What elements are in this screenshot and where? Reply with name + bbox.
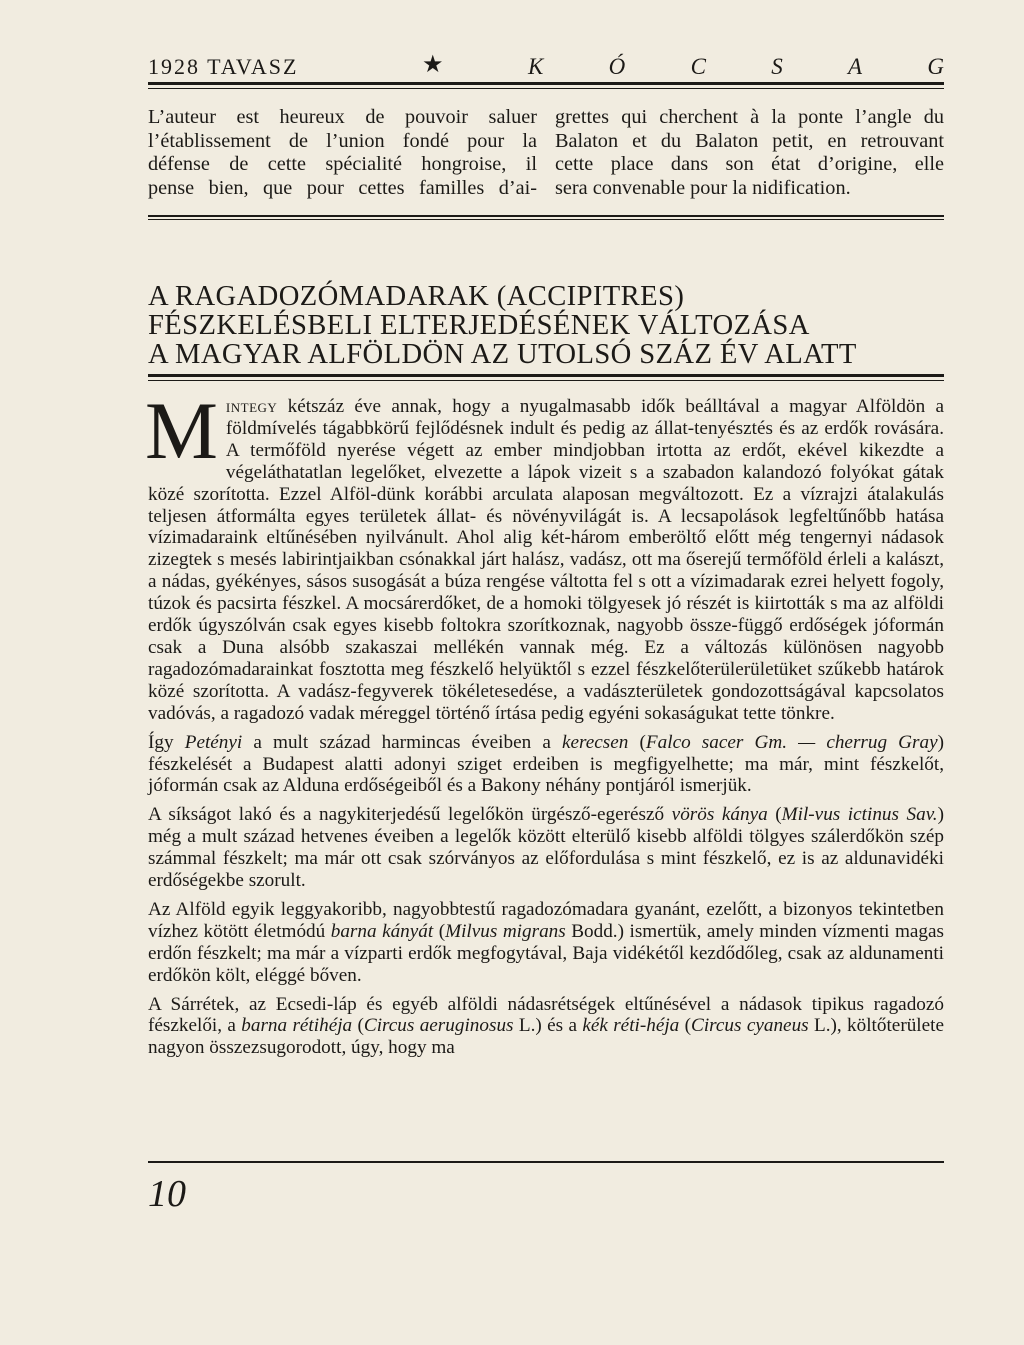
- italic-name: Falco sacer Gm. — cherrug Gray: [645, 731, 938, 753]
- text-run: Bodd.) ismertük, amely minden vízmenti magas erdőn fészkelt; ma már a vízparti erdők megfogytával, Baja vidékétől kezdődőleg, csak az aldunamenti erdőkön költ, eléggé bőven.: [148, 920, 944, 986]
- text-line: grettes qui cherchent à la ponte l’angle du: [555, 106, 944, 128]
- paragraph: [148, 732, 944, 798]
- title-letter: Ó: [608, 54, 626, 79]
- text-run: a mult század harmincas éveiben a: [242, 731, 562, 753]
- text-line: cette place dans son état d’origine, elle: [555, 153, 944, 175]
- section-divider: [148, 215, 944, 217]
- text-line: Balaton et du Balaton petit, en retrouvant: [555, 129, 944, 152]
- text-run: (: [767, 804, 782, 826]
- title-letter: K: [528, 54, 544, 79]
- text-run: (: [433, 920, 446, 942]
- running-header: [148, 50, 944, 86]
- text-line: sera convenable pour la nidification.: [555, 176, 851, 199]
- french-summary: [148, 106, 944, 200]
- title-letter: G: [927, 54, 944, 79]
- italic-name: vörös kánya: [671, 804, 768, 826]
- paragraph: [148, 804, 944, 892]
- text-line: pense bien, que pour cettes familles d’ai-: [148, 176, 537, 199]
- title-rule: [148, 374, 944, 377]
- text-run: (: [628, 731, 646, 753]
- title-line: A MAGYAR ALFÖLDÖN AZ UTOLSÓ SZÁZ ÉV ALATT: [148, 339, 857, 370]
- paragraph-text: kétszáz éve annak, hogy a nyugalmasabb idők beálltával a magyar Alföldön a földmívelés tágabbkörű fejlődésnek indult és pedig az állat-tenyésztés és az erdők rovására. A termőföld nyerése végett az ember mindjobban irtotta az erdőt, ekével kikezdte a végeláthatatlan legelőket, elvezette a lápok vizeit s a szabadon kalandozó folyókat gátak közé szorította. Ezzel Alföl-dünk korábbi arculata alaposan megváltozott. Ez a vízrajzi átalakulás teljesen átformálta egyes területek állat- és növényvilágát is. A lecsapolások legfeltűnőbb hatása vízimadaraink eltűnésében nyilvánult. Ahol alig két-három emberöltő előtt még tengernyi nádasok zizegtek s mesés labirintjaikban csónakkal járt halász, vadász, ott ma őserejű termőföld érleli a kalászt, a nádas, gyékényes, sásos susogását a búza rengése váltotta fel s ott a vízimadarak ezrei helyett fogoly, túzok és pacsirta fészkel. A mocsárerdőket, de a homoki tölgyesek jó részét is kiirtották s ma az alföldi erdők úgyszólván csak egyes kisebb foltokra szorítkoznak, nagyobb össze-függő erdőségek jóformán csak a Duna alsóbb szakaszai mellékén vannak még. Ez a változás különösen nagyobb ragadozómadarainkat fosztotta meg fészkelő helyüktől s ezzel fészkelőterülerületüket szűkebb határok közé szorította. A vadász-fegyverek tökéletesedése, a vadászterületek gondozottságával kapcsolatos vadóvás, a ragadozó vadak méreggel történő írtása pedig egyéni sokaságukat tette tönkre.: [148, 396, 944, 724]
- title-line: A RAGADOZÓMADARAK (ACCIPITRES): [148, 281, 685, 312]
- italic-name: Petényi: [184, 731, 243, 753]
- paragraph: [145, 385, 944, 725]
- drop-cap: M: [145, 385, 218, 476]
- text-run: A síkságot lakó és a nagykiterjedésű legelőkön ürgésző-egerésző: [148, 804, 672, 826]
- italic-name: kék réti-héja: [582, 1015, 680, 1037]
- footer-rule: [148, 1161, 944, 1163]
- article-title: [148, 282, 944, 369]
- italic-name: Mil-vus ictinus Sav.: [781, 804, 938, 826]
- smallcaps-lead: integy: [225, 396, 278, 417]
- italic-name: barna kányát: [330, 920, 434, 942]
- header-rule: [148, 82, 944, 89]
- title-letter: C: [690, 54, 706, 79]
- text-run: L.), költőterülete nagyon összezsugorodott, úgy, hogy ma: [148, 1015, 945, 1059]
- paragraph: [148, 899, 944, 987]
- text-run: A Sárrétek, az Ecsedi-láp és egyéb alföldi nádasrétségek eltűnésével a nádasok tipikus ragadozó fészkelői, a: [148, 993, 944, 1037]
- summary-column-right: [555, 106, 944, 200]
- star-icon: ★: [422, 52, 444, 78]
- issue-label: 1928 TAVASZ: [148, 54, 299, 79]
- text-line: L’auteur est heureux de pouvoir saluer: [148, 106, 537, 128]
- italic-name: kerecsen: [561, 731, 629, 753]
- title-letter: A: [848, 54, 863, 79]
- article-body: [145, 385, 945, 1066]
- italic-name: Milvus migrans: [445, 920, 566, 942]
- text-run: Így: [148, 731, 185, 753]
- italic-name: barna rétihéja: [241, 1015, 353, 1037]
- text-line: défense de cette spécialité hongroise, il: [148, 153, 537, 175]
- summary-column-left: [148, 106, 537, 200]
- text-run: Az Alföld egyik leggyakoribb, nagyobbtestű ragadozómadara gyanánt, ezelőtt, a bizonyos tekintetben vízhez kötött életmódú: [148, 898, 944, 942]
- text-run: L.) és a: [513, 1015, 583, 1037]
- paragraph: [148, 994, 944, 1060]
- italic-name: Circus cyaneus: [691, 1015, 809, 1037]
- italic-name: Circus aeruginosus: [363, 1015, 514, 1037]
- text-line: l’établissement de l’union fondé pour la: [148, 129, 537, 152]
- text-run: (: [679, 1015, 692, 1037]
- title-letter: S: [771, 54, 783, 79]
- title-rule: [148, 380, 944, 381]
- text-run: ) fészkelését a Budapest alatti adonyi sziget erdeiben is megfigyelhette; ma már, mint fészkelőt, jóformán csak az Alduna erdőségeiből és a Bakony néhány pontjáról ismerjük.: [148, 731, 945, 797]
- title-line: FÉSZKELÉSBELI ELTERJEDÉSÉNEK VÁLTOZÁSA: [148, 310, 810, 341]
- text-run: (: [352, 1015, 364, 1037]
- magazine-title: [528, 54, 944, 80]
- text-run: ) még a mult század hetvenes éveiben a legelők között elterülő kisebb alföldi tölgyes szálerdőkön szép számmal fészkelt; ma már ott csak szórványos az előfordulása s mint fészkelő, ez is az aldunavidéki erdőségekbe szorult.: [148, 804, 944, 892]
- section-divider: [148, 219, 944, 220]
- page-number: 10: [148, 1173, 186, 1215]
